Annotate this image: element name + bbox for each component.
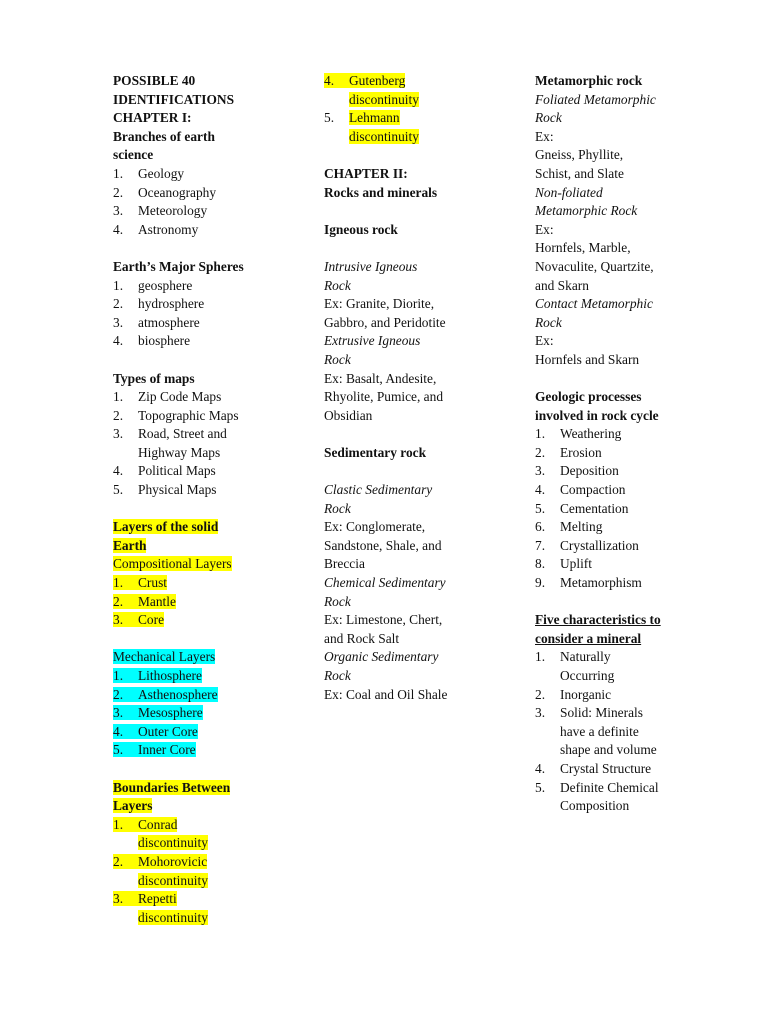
clastic-examples-2: Sandstone, Shale, and — [324, 537, 442, 553]
list-item: 4. Crystal Structure — [535, 760, 652, 776]
layers-heading-2: Earth — [113, 537, 147, 553]
list-item-continued: Composition — [560, 798, 630, 814]
boundaries-heading-2: Layers — [113, 798, 153, 814]
list-item: 9. Metamorphism — [535, 575, 642, 591]
list-item-continued: discontinuity — [138, 872, 208, 888]
list-item: 4. Political Maps — [113, 463, 216, 479]
column-2 — [324, 72, 504, 704]
list-item: 2. Oceanography — [113, 184, 217, 200]
boundaries-heading: Boundaries Between — [113, 779, 231, 795]
list-item: 6. Melting — [535, 519, 603, 535]
geologic-processes-list — [535, 425, 710, 592]
branches-heading-2: science — [113, 147, 154, 163]
five-characteristics-list — [535, 648, 710, 815]
list-item: 4. Compaction — [535, 482, 626, 498]
nonfoliated-examples-3: and Skarn — [535, 277, 589, 293]
intrusive-examples-2: Gabbro, and Peridotite — [324, 314, 446, 330]
list-item: 1. Zip Code Maps — [113, 389, 222, 405]
list-item: 3. Core — [113, 612, 165, 628]
metamorphic-heading: Metamorphic rock — [535, 73, 643, 88]
list-item: 5. Definite Chemical — [535, 779, 659, 795]
list-item: 7. Crystallization — [535, 537, 639, 553]
contact-heading-2: Rock — [535, 314, 562, 330]
extrusive-examples: Ex: Basalt, Andesite, — [324, 370, 437, 386]
sedimentary-heading: Sedimentary rock — [324, 444, 427, 460]
list-item: 3. Deposition — [535, 463, 619, 479]
list-item-continued: discontinuity — [138, 909, 208, 925]
list-item: 5. Lehmann — [324, 110, 400, 126]
foliated-heading: Foliated Metamorphic — [535, 91, 656, 107]
nonfoliated-heading-2: Metamorphic Rock — [535, 203, 638, 219]
document-title-2: IDENTIFICATIONS — [113, 91, 235, 107]
list-item: 3. Mesosphere — [113, 705, 203, 721]
layers-heading: Layers of the solid — [113, 519, 219, 535]
igneous-heading: Igneous rock — [324, 221, 398, 237]
list-item-continued: discontinuity — [138, 835, 208, 851]
list-item: 1. Weathering — [535, 426, 622, 442]
branches-heading: Branches of earth — [113, 128, 215, 144]
nonfoliated-ex-label: Ex: — [535, 221, 554, 237]
list-item: 2. hydrosphere — [113, 296, 205, 312]
list-item: 2. Asthenosphere — [113, 686, 218, 702]
mechanical-list — [113, 667, 283, 760]
list-item-continued: shape and volume — [560, 742, 657, 758]
chapter-1-heading: CHAPTER I: — [113, 110, 192, 126]
mechanical-heading: Mechanical Layers — [113, 649, 216, 665]
list-item: 4. biosphere — [113, 333, 191, 349]
boundaries-list — [113, 816, 283, 928]
chemical-examples-2: and Rock Salt — [324, 630, 400, 646]
extrusive-examples-3: Obsidian — [324, 407, 373, 423]
contact-examples: Hornfels and Skarn — [535, 351, 640, 367]
column-3 — [535, 72, 710, 816]
list-item: 1. Geology — [113, 165, 185, 181]
maps-heading: Types of maps — [113, 370, 195, 386]
branches-list — [113, 165, 283, 239]
list-item: 2. Mantle — [113, 593, 176, 609]
geologic-processes-heading: Geologic processes — [535, 389, 642, 405]
contact-heading: Contact Metamorphic — [535, 296, 653, 312]
nonfoliated-examples-2: Novaculite, Quartzite, — [535, 258, 654, 274]
list-item: 1. Conrad — [113, 816, 178, 832]
five-characteristics-heading-2: consider a mineral — [535, 630, 642, 646]
list-item: 5. Inner Core — [113, 742, 196, 758]
chemical-examples: Ex: Limestone, Chert, — [324, 612, 443, 628]
chapter-2-title: Rocks and minerals — [324, 184, 438, 200]
list-item: 2. Topographic Maps — [113, 407, 239, 423]
compositional-heading: Compositional Layers — [113, 556, 232, 572]
list-item: 2. Mohorovicic — [113, 853, 208, 869]
foliated-examples: Gneiss, Phyllite, — [535, 147, 624, 163]
chemical-heading: Chemical Sedimentary — [324, 575, 446, 591]
list-item: 1. Lithosphere — [113, 668, 202, 683]
intrusive-examples: Ex: Granite, Diorite, — [324, 296, 435, 312]
list-item: 3. Repetti — [113, 891, 177, 907]
spheres-heading: Earth’s Major Spheres — [113, 258, 244, 274]
list-item: 5. Physical Maps — [113, 482, 217, 498]
intrusive-heading: Intrusive Igneous — [324, 258, 418, 274]
document-title: POSSIBLE 40 — [113, 73, 196, 88]
extrusive-heading-2: Rock — [324, 351, 351, 367]
compositional-list — [113, 574, 283, 630]
list-item-continued: have a definite — [560, 723, 639, 739]
organic-heading: Organic Sedimentary — [324, 649, 439, 665]
list-item: 1. Naturally — [535, 649, 611, 665]
boundaries-list-continued — [324, 72, 504, 146]
list-item: 1. geosphere — [113, 277, 193, 293]
list-item-continued: Occurring — [560, 668, 615, 683]
clastic-heading: Clastic Sedimentary — [324, 482, 433, 498]
list-item: 4. Outer Core — [113, 723, 198, 739]
maps-list — [113, 388, 283, 500]
foliated-examples-2: Schist, and Slate — [535, 165, 624, 181]
organic-examples: Ex: Coal and Oil Shale — [324, 686, 448, 702]
clastic-examples: Ex: Conglomerate, — [324, 519, 426, 535]
foliated-heading-2: Rock — [535, 110, 562, 126]
nonfoliated-examples: Hornfels, Marble, — [535, 240, 631, 256]
geologic-processes-heading-2: involved in rock cycle — [535, 407, 659, 423]
clastic-examples-3: Breccia — [324, 556, 365, 572]
column-1 — [113, 72, 283, 927]
list-item-continued: discontinuity — [349, 128, 419, 144]
list-item: 3. atmosphere — [113, 314, 200, 330]
contact-ex-label: Ex: — [535, 333, 554, 349]
list-item: 4. Gutenberg — [324, 73, 406, 88]
list-item-continued: Highway Maps — [138, 444, 221, 460]
intrusive-heading-2: Rock — [324, 277, 351, 293]
list-item: 2. Erosion — [535, 444, 602, 460]
chapter-2-heading: CHAPTER II: — [324, 165, 408, 181]
list-item-continued: discontinuity — [349, 91, 419, 107]
foliated-ex-label: Ex: — [535, 128, 554, 144]
list-item: 4. Astronomy — [113, 221, 199, 237]
list-item: 3. Road, Street and — [113, 426, 227, 442]
spheres-list — [113, 277, 283, 351]
nonfoliated-heading: Non-foliated — [535, 184, 603, 200]
extrusive-heading: Extrusive Igneous — [324, 333, 421, 349]
clastic-heading-2: Rock — [324, 500, 351, 516]
organic-heading-2: Rock — [324, 668, 351, 683]
five-characteristics-heading: Five characteristics to — [535, 612, 661, 628]
list-item: 3. Meteorology — [113, 203, 208, 219]
list-item: 3. Solid: Minerals — [535, 705, 643, 721]
chemical-heading-2: Rock — [324, 593, 351, 609]
list-item: 2. Inorganic — [535, 686, 612, 702]
list-item: 5. Cementation — [535, 500, 629, 516]
list-item: 8. Uplift — [535, 556, 592, 572]
list-item: 1. Crust — [113, 575, 168, 591]
extrusive-examples-2: Rhyolite, Pumice, and — [324, 389, 444, 405]
